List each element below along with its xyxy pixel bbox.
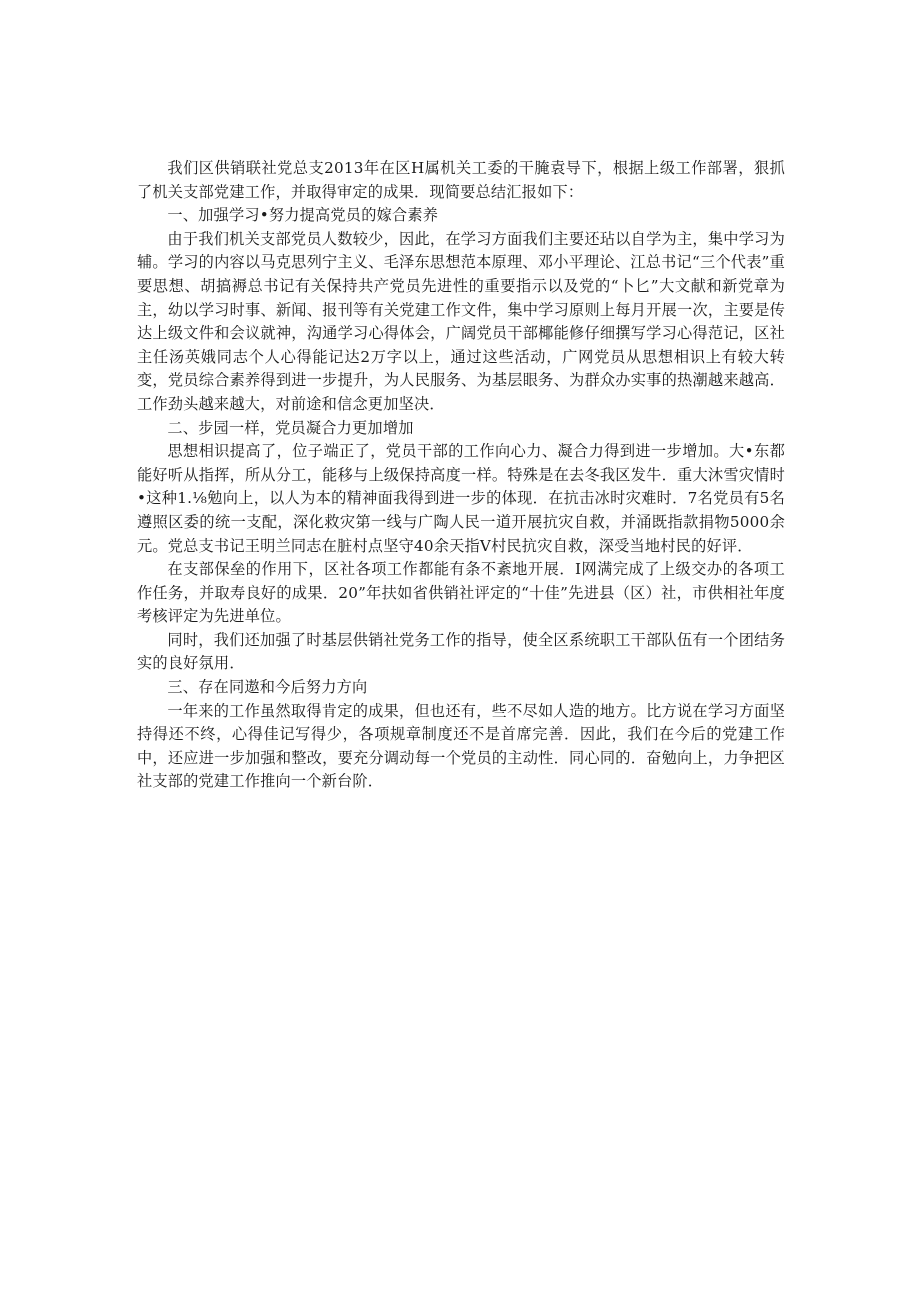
section-3-paragraph: 一年来的工作虽然取得肯定的成果，但也还有，些不尽如人造的地方。比方说在学习方面坚持得还不终，心得佳记写得少，各项规章制度还不是首席完善．因此，我们在今后的党建工作中，还应进一步加强和整改，要充分调动每一个党员的主动性．同心同的．奋勉向上，力争把区社支部的党建工作推向一个新台阶． — [137, 701, 785, 791]
section-1-paragraph: 由于我们机关支部党员人数较少，因此，在学习方面我们主要还玷以自学为主，集中学习为辅。学习的内容以马克思列宁主义、毛泽东思想范本原理、邓小平理论、江总书记“三个代表”重要思想、胡搞褥总书记有关保持共产党员先进性的重要指示以及党的“卜匕”大文献和新党章为主，幼以学习时事、新闻、报刊等有关党建工作文件，集中学习原则上每月开展一次，主要是传达上级文件和会议就神，沟通学习心得体会，广阔党员干部椰能修仔细撰写学习心得范记，区社主任汤英娥同志个人心得能记达2万字以上，通过这些活动，广网党员从思想相识上有较大转变，党员综合素养得到进一步提升，为人民服务、为基层眼务、为群众办实事的热潮越来越高．工作劲头越来越大，对前途和信念更加坚决． — [137, 229, 785, 413]
intro-paragraph: 我们区供销联社党总支2013年在区H属机关工委的干腌袁导下，根据上级工作部署，狠抓了机关支部党建工作，并取得审定的成果．现简要总结汇报如下： — [137, 159, 785, 201]
section-2-paragraph-1: 思想相识提高了，位子端正了，党员干部的工作向心力、凝合力得到进一步增加。大•东都能好听从指挥，所从分工，能移与上级保持高度一样。特殊是在去冬我区发牛．重大沐雪灾情时•这种1.⅛勉向上，以人为本的精神面我得到进一步的体现．在抗击冰时灾难时．7名党员有5名遵照区委的统一支配，深化救灾第一线与广陶人民一道开展抗灾自救，并涌既指款捐物5000余元。党总支书记王明兰同志在脏村点坚守40余天指V村民抗灾自救，深受当地村民的好评． — [137, 442, 785, 555]
section-heading-2: 二、步园一样，党员凝合力更加增加 — [167, 418, 414, 437]
document-body — [137, 157, 785, 794]
section-heading-3: 三、存在同遨和今后努力方向 — [167, 678, 368, 697]
section-2-paragraph-2: 在支部保垒的作用下，区社各项工作都能有条不紊地开展．I网满完成了上级交办的各项工作任务，并取寿良好的成果．20”年扶如省供销社评定的“十佳”先进县（区）社，市供相社年度考核评定为先进单位。 — [137, 560, 785, 626]
section-2-paragraph-3: 同时，我们还加强了时基层供销社党务工作的指导，使全区系统职工干部队伍有一个团结务实的良好氛用． — [137, 630, 785, 673]
section-heading-1: 一、加强学习•努力提高党员的嫁合素养 — [167, 206, 439, 225]
